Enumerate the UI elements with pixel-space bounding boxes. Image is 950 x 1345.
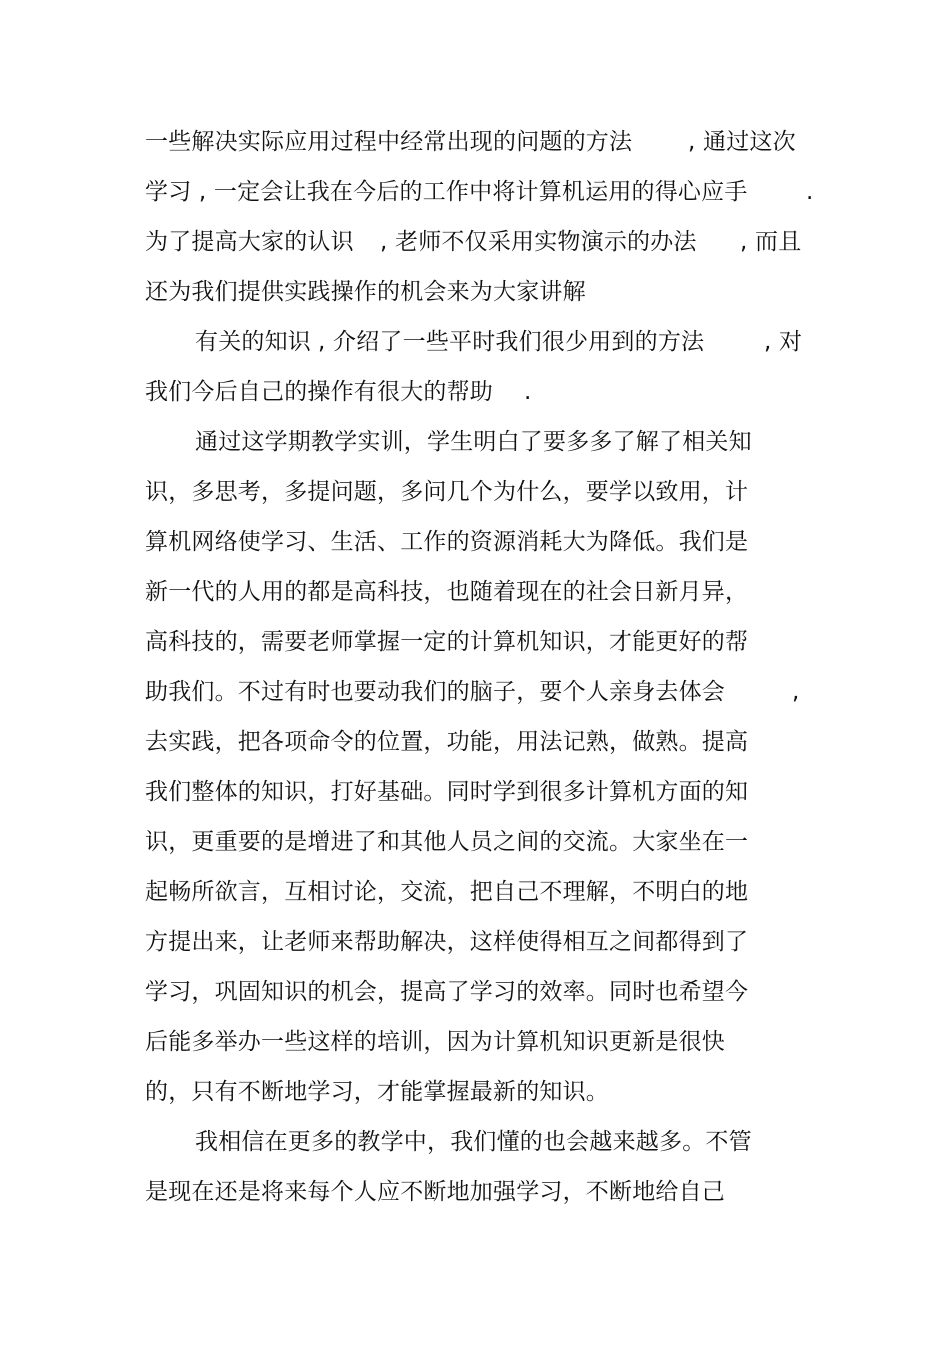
text-segment: 方提出来，让老师来帮助解决，这样使得相互之间都得到了 [145, 929, 749, 955]
text-line [0, 875, 950, 909]
text-segment: 新一代的人用的都是高科技，也随着现在的社会日新月异， [145, 579, 749, 605]
text-line [0, 525, 950, 559]
text-segment: 我们整体的知识，打好基础。同时学到很多计算机方面的知 [145, 779, 749, 805]
text-line [0, 1175, 950, 1209]
text-segment: 识，更重要的是增进了和其他人员之间的交流。大家坐在一 [145, 829, 749, 855]
text-line [0, 475, 950, 509]
text-line [0, 575, 950, 609]
text-line [0, 1025, 950, 1059]
text-segment: 高科技的，需要老师掌握一定的计算机知识，才能更好的帮 [145, 629, 749, 655]
text-line [0, 1075, 950, 1109]
text-segment: , 老师不仅采用实物演示的办法 [380, 229, 697, 255]
text-segment: 起畅所欲言，互相讨论，交流，把自己不理解，不明白的地 [145, 879, 749, 905]
text-segment: 学习，巩固知识的机会，提高了学习的效率。同时也希望今 [145, 979, 749, 1005]
text-line [0, 375, 950, 409]
text-segment: 是现在还是将来每个人应不断地加强学习，不断地给自己 [145, 1179, 725, 1205]
text-segment: 识，多思考，多提问题，多问几个为什么，要学以致用，计 [145, 479, 749, 505]
text-line [0, 1125, 950, 1159]
text-segment: 还为我们提供实践操作的机会来为大家讲解 [145, 279, 586, 305]
text-line [0, 175, 950, 209]
text-segment: . [806, 179, 814, 205]
text-line [0, 725, 950, 759]
text-line [0, 625, 950, 659]
text-segment: 学习 , 一定会让我在今后的工作中将计算机运用的得心应手 [145, 179, 748, 205]
text-line [0, 325, 950, 359]
text-line [0, 425, 950, 459]
text-segment: , [792, 679, 800, 705]
text-line [0, 925, 950, 959]
text-segment: 我相信在更多的教学中，我们懂的也会越来越多。不管 [195, 1129, 752, 1155]
text-segment: , 而且 [740, 229, 802, 255]
text-line [0, 675, 950, 709]
text-segment: 后能多举办一些这样的培训，因为计算机知识更新是很快 [145, 1029, 725, 1055]
text-segment: 算机网络使学习、生活、工作的资源消耗大为降低。我们是 [145, 529, 749, 555]
text-segment: 助我们。不过有时也要动我们的脑子，要个人亲身去体会 [145, 679, 725, 705]
text-segment: 我们今后自己的操作有很大的帮助 [145, 379, 493, 405]
text-segment: , 对 [764, 329, 803, 355]
text-segment: 一些解决实际应用过程中经常出现的问题的方法 [145, 129, 633, 155]
text-segment: , 通过这次 [688, 129, 796, 155]
text-segment: 的，只有不断地学习，才能掌握最新的知识。 [145, 1079, 609, 1105]
text-segment: 去实践，把各项命令的位置，功能，用法记熟，做熟。提高 [145, 729, 749, 755]
text-line [0, 125, 950, 159]
text-segment: , 介绍了一些平时我们很少用到的方法 [318, 329, 705, 355]
text-segment: 有关的知识 [195, 329, 311, 355]
text-line [0, 775, 950, 809]
text-line [0, 825, 950, 859]
text-line [0, 975, 950, 1009]
text-line [0, 225, 950, 259]
text-line [0, 275, 950, 309]
text-segment: 为了提高大家的认识 [145, 229, 354, 255]
text-segment: 通过这学期教学实训，学生明白了要多多了解了相关知 [195, 429, 752, 455]
text-segment: . [524, 379, 532, 405]
